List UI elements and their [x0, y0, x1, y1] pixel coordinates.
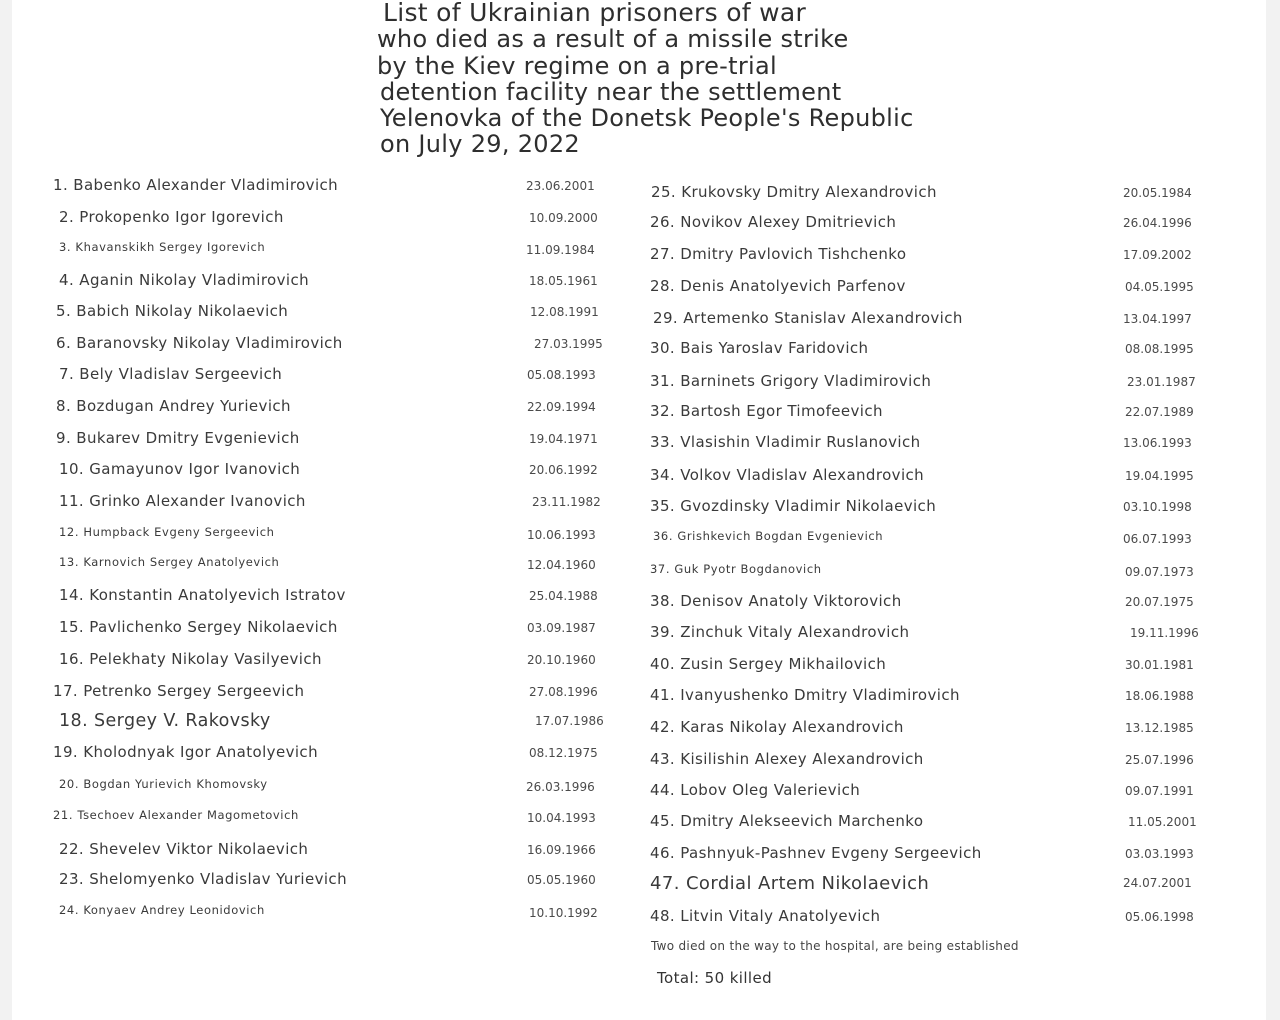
birth-date: 20.05.1984 [1123, 186, 1192, 200]
prisoner-name: 19. Kholodnyak Igor Anatolyevich [53, 743, 318, 761]
prisoner-name: 46. Pashnyuk-Pashnev Evgeny Sergeevich [650, 844, 982, 862]
birth-date: 16.09.1966 [527, 843, 596, 857]
birth-date: 26.04.1996 [1123, 216, 1192, 230]
prisoner-name: 28. Denis Anatolyevich Parfenov [650, 277, 906, 295]
prisoner-name: 10. Gamayunov Igor Ivanovich [59, 460, 301, 478]
prisoner-name: 25. Krukovsky Dmitry Alexandrovich [651, 183, 937, 201]
birth-date: 19.04.1971 [529, 432, 598, 446]
birth-date: 12.08.1991 [530, 305, 599, 319]
birth-date: 18.05.1961 [529, 274, 598, 288]
prisoner-name: 26. Novikov Alexey Dmitrievich [650, 213, 897, 231]
prisoner-name: 18. Sergey V. Rakovsky [59, 711, 271, 731]
prisoner-name: 8. Bozdugan Andrey Yurievich [56, 397, 291, 415]
birth-date: 23.01.1987 [1127, 375, 1196, 389]
note-text: Two died on the way to the hospital, are being established [651, 939, 1019, 953]
prisoner-name: 7. Bely Vladislav Sergeevich [59, 365, 283, 383]
birth-date: 05.05.1960 [527, 873, 596, 887]
prisoner-name: 27. Dmitry Pavlovich Tishchenko [650, 245, 907, 263]
prisoner-name: 44. Lobov Oleg Valerievich [650, 781, 861, 799]
prisoner-name: 24. Konyaev Andrey Leonidovich [59, 903, 265, 917]
birth-date: 10.09.2000 [529, 211, 598, 225]
prisoner-name: 35. Gvozdinsky Vladimir Nikolaevich [650, 497, 937, 515]
birth-date: 20.10.1960 [527, 653, 596, 667]
birth-date: 27.08.1996 [529, 685, 598, 699]
birth-date: 17.09.2002 [1123, 248, 1192, 262]
birth-date: 17.07.1986 [535, 714, 604, 728]
birth-date: 06.07.1993 [1123, 532, 1192, 546]
title-line: by the Kiev regime on a pre-trial [377, 51, 777, 80]
birth-date: 20.07.1975 [1125, 595, 1194, 609]
prisoner-name: 42. Karas Nikolay Alexandrovich [650, 718, 904, 736]
birth-date: 12.04.1960 [527, 558, 596, 572]
document-page [12, 0, 1266, 1020]
prisoner-name: 13. Karnovich Sergey Anatolyevich [59, 555, 280, 569]
birth-date: 30.01.1981 [1125, 658, 1194, 672]
birth-date: 03.10.1998 [1123, 500, 1192, 514]
prisoner-name: 1. Babenko Alexander Vladimirovich [53, 176, 339, 194]
birth-date: 03.09.1987 [527, 621, 596, 635]
birth-date: 11.09.1984 [526, 243, 595, 257]
birth-date: 13.04.1997 [1123, 312, 1192, 326]
prisoner-name: 4. Aganin Nikolay Vladimirovich [59, 271, 310, 289]
prisoner-name: 41. Ivanyushenko Dmitry Vladimirovich [650, 686, 960, 704]
birth-date: 10.10.1992 [529, 906, 598, 920]
birth-date: 23.11.1982 [532, 495, 601, 509]
birth-date: 13.12.1985 [1125, 721, 1194, 735]
prisoner-name: 6. Baranovsky Nikolay Vladimirovich [56, 334, 343, 352]
prisoner-name: 16. Pelekhaty Nikolay Vasilyevich [59, 650, 322, 668]
prisoner-name: 33. Vlasishin Vladimir Ruslanovich [650, 433, 921, 451]
prisoner-name: 23. Shelomyenko Vladislav Yurievich [59, 870, 347, 888]
birth-date: 09.07.1973 [1125, 565, 1194, 579]
birth-date: 11.05.2001 [1128, 815, 1197, 829]
prisoner-name: 32. Bartosh Egor Timofeevich [650, 402, 883, 420]
prisoner-name: 48. Litvin Vitaly Anatolyevich [650, 907, 881, 925]
birth-date: 04.05.1995 [1125, 280, 1194, 294]
birth-date: 22.09.1994 [527, 400, 596, 414]
prisoner-name: 21. Tsechoev Alexander Magometovich [53, 808, 299, 822]
prisoner-name: 17. Petrenko Sergey Sergeevich [53, 682, 305, 700]
prisoner-name: 2. Prokopenko Igor Igorevich [59, 208, 284, 226]
birth-date: 26.03.1996 [526, 780, 595, 794]
birth-date: 10.06.1993 [527, 528, 596, 542]
prisoner-name: 34. Volkov Vladislav Alexandrovich [650, 466, 925, 484]
title-line: List of Ukrainian prisoners of war [383, 0, 807, 27]
prisoner-name: 12. Humpback Evgeny Sergeevich [59, 525, 275, 539]
title-line: who died as a result of a missile strike [377, 25, 849, 54]
prisoner-name: 45. Dmitry Alekseevich Marchenko [650, 812, 924, 830]
prisoner-name: 11. Grinko Alexander Ivanovich [59, 492, 306, 510]
prisoner-name: 47. Cordial Artem Nikolaevich [650, 873, 930, 894]
prisoner-name: 37. Guk Pyotr Bogdanovich [650, 562, 822, 576]
prisoner-name: 5. Babich Nikolay Nikolaevich [56, 302, 289, 320]
prisoner-name: 3. Khavanskikh Sergey Igorevich [59, 240, 266, 254]
title-line: Yelenovka of the Donetsk People's Republic [380, 104, 914, 133]
birth-date: 05.06.1998 [1125, 910, 1194, 924]
birth-date: 27.03.1995 [534, 337, 603, 351]
prisoner-name: 39. Zinchuk Vitaly Alexandrovich [650, 623, 910, 641]
prisoner-name: 14. Konstantin Anatolyevich Istratov [59, 586, 346, 604]
prisoner-name: 40. Zusin Sergey Mikhailovich [650, 655, 887, 673]
prisoner-name: 29. Artemenko Stanislav Alexandrovich [653, 309, 963, 327]
birth-date: 23.06.2001 [526, 179, 595, 193]
title-line: detention facility near the settlement [380, 77, 842, 106]
birth-date: 05.08.1993 [527, 368, 596, 382]
prisoner-name: 15. Pavlichenko Sergey Nikolaevich [59, 618, 338, 636]
title-line: on July 29, 2022 [380, 130, 580, 159]
birth-date: 19.11.1996 [1130, 626, 1199, 640]
birth-date: 25.04.1988 [529, 589, 598, 603]
total-text: Total: 50 killed [657, 969, 773, 987]
prisoner-name: 22. Shevelev Viktor Nikolaevich [59, 840, 309, 858]
birth-date: 20.06.1992 [529, 463, 598, 477]
birth-date: 10.04.1993 [527, 811, 596, 825]
prisoner-name: 9. Bukarev Dmitry Evgenievich [56, 429, 300, 447]
prisoner-name: 20. Bogdan Yurievich Khomovsky [59, 777, 268, 791]
birth-date: 18.06.1988 [1125, 689, 1194, 703]
birth-date: 19.04.1995 [1125, 469, 1194, 483]
prisoner-name: 38. Denisov Anatoly Viktorovich [650, 592, 902, 610]
birth-date: 13.06.1993 [1123, 436, 1192, 450]
birth-date: 24.07.2001 [1123, 876, 1192, 890]
prisoner-name: 36. Grishkevich Bogdan Evgenievich [653, 529, 884, 543]
birth-date: 22.07.1989 [1125, 405, 1194, 419]
birth-date: 09.07.1991 [1125, 784, 1194, 798]
prisoner-name: 31. Barninets Grigory Vladimirovich [650, 372, 932, 390]
prisoner-name: 43. Kisilishin Alexey Alexandrovich [650, 750, 924, 768]
document-title [377, 0, 917, 158]
birth-date: 25.07.1996 [1125, 753, 1194, 767]
birth-date: 03.03.1993 [1125, 847, 1194, 861]
birth-date: 08.08.1995 [1125, 342, 1194, 356]
birth-date: 08.12.1975 [529, 746, 598, 760]
prisoner-name: 30. Bais Yaroslav Faridovich [650, 339, 869, 357]
